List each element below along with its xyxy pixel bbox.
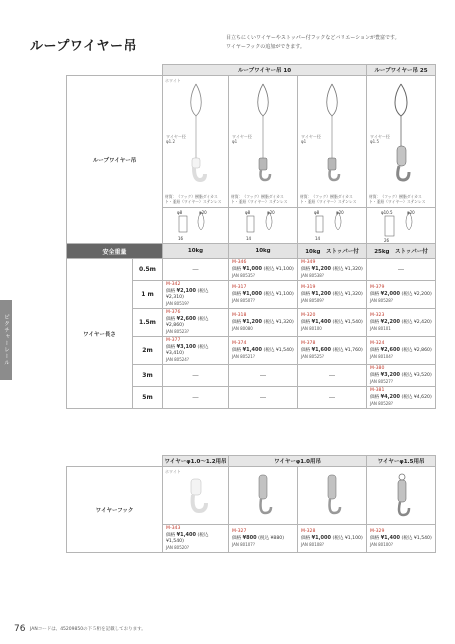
price-prefix: 価格 [166,289,176,294]
svg-text:φ10.5: φ10.5 [381,210,393,215]
length-value: 1.5m [133,309,163,337]
product-code: M-378 [301,341,316,346]
loop-wire-table [66,64,436,409]
price-prefix: 価格 [232,320,242,325]
wire-label: ワイヤー径 [166,134,186,139]
price-cell [367,337,436,365]
price-value: ¥1,200 [311,266,331,272]
jan-code: JAN 80528? [370,298,393,303]
price-tax-included: (税込 ¥1,540) [401,536,432,541]
product-code: M-374 [232,341,247,346]
jan-code: JAN 80519? [166,301,189,306]
price-value: ¥1,400 [176,532,196,538]
price-line [166,532,225,545]
price-cell [298,337,367,365]
not-available-cell: ― [298,365,367,387]
length-rows [67,259,436,409]
price-tax-included: (税込 ¥2,860) [401,348,432,353]
product-code: M-320 [301,313,316,318]
price-tax-included: (税込 ¥880) [258,536,284,541]
price-tax-included: (税込 ¥1,100) [332,536,363,541]
price-tax-included: (税込 ¥1,540) [166,533,209,544]
dimension-diagram-2 [229,208,298,244]
price-value: ¥2,000 [380,291,400,297]
load-cell-2: 10kg [229,244,298,259]
product-code: M-319 [301,285,316,290]
price-prefix: 価格 [232,348,242,353]
price-line [166,288,225,301]
product-code: M-376 [166,310,181,315]
svg-text:16: 16 [178,236,184,241]
jan-code: JAN 80509? [301,298,324,303]
price-value: ¥2,100 [176,288,196,294]
price-cell [298,525,367,553]
price-cell [367,281,436,309]
not-available-cell: ― [229,365,298,387]
wire-hook-25-image [367,76,436,208]
hook-image-cell-4 [367,467,436,525]
price-value: ¥1,200 [311,291,331,297]
header-loop-wire-25: ループワイヤー吊 25 [367,65,436,76]
product-code: M-343 [166,526,181,531]
price-tax-included: (税込 ¥3,410) [166,345,209,356]
price-tax-included: (税込 ¥2,860) [166,317,209,328]
price-line [301,535,363,542]
svg-text:φ8: φ8 [245,210,251,215]
price-prefix: 価格 [301,267,311,272]
product-code: M-381 [370,388,385,393]
jan-code: JAN 80525? [301,354,324,359]
dimension-drawing [163,208,229,244]
material-text: 材質：（フック）樹脂ダイカスト・亜鉛（ワイヤー）ステンレス [369,194,426,204]
dimension-drawing [298,208,367,244]
price-value: ¥800 [242,535,257,541]
jan-code: JAN 80538? [301,273,324,278]
wire-diameter: φ1 [232,139,238,144]
svg-text:14: 14 [315,236,321,241]
hook-white-image [163,467,229,525]
price-value: ¥1,400 [380,535,400,541]
material-text: 材質：（フック）樹脂ダイカスト・亜鉛（ワイヤー）ステンレス [165,194,222,204]
price-tax-included: (税込 ¥1,100) [263,292,294,297]
price-cell [298,281,367,309]
load-cell-3: 10kg ストッパー付 [298,244,367,259]
price-line [232,535,294,542]
price-value: ¥1,000 [242,291,262,297]
product-code: M-380 [370,366,385,371]
price-value: ¥2,200 [380,319,400,325]
dimension-drawing [367,208,436,244]
price-prefix: 価格 [370,348,380,353]
price-line [370,372,432,379]
price-prefix: 価格 [232,267,242,272]
price-line [370,319,432,326]
price-line [370,291,432,298]
svg-text:φ20: φ20 [407,210,415,215]
dimension-diagram-4 [367,208,436,244]
page-description [226,34,436,52]
price-tax-included: (税込 ¥2,420) [401,320,432,325]
price-cell [163,309,229,337]
hook-image-cell-2 [229,467,298,525]
price-value: ¥1,600 [311,347,331,353]
svg-text:14: 14 [246,236,252,241]
price-prefix: 価格 [301,320,311,325]
dimension-drawing [229,208,298,244]
price-tax-included: (税込 ¥2,200) [401,292,432,297]
not-available-cell: ― [163,365,229,387]
wire-diameter: φ1.5 [370,139,379,144]
wire-label: ワイヤー径 [232,134,252,139]
page-number: 76 [14,624,26,634]
wire-label: ワイヤー径 [301,134,321,139]
price-cell [367,309,436,337]
hook-image-cell-1 [163,467,229,525]
jan-code: JAN 80524? [166,357,189,362]
price-prefix: 価格 [370,395,380,400]
price-tax-included: (税込 ¥1,320) [332,292,363,297]
price-prefix: 価格 [370,292,380,297]
price-cell [163,525,229,553]
product-code: M-329 [370,529,385,534]
product-cell-1 [163,76,229,208]
wire-hook-group-label: ワイヤーフック [67,467,163,553]
price-line [166,344,225,357]
price-prefix: 価格 [370,373,380,378]
price-value: ¥1,400 [242,347,262,353]
product-code: M-318 [232,313,247,318]
not-available-cell: ― [298,387,367,409]
price-value: ¥3,100 [176,344,196,350]
product-code: M-317 [232,285,247,290]
dimension-diagram-3 [298,208,367,244]
price-prefix: 価格 [166,533,176,538]
length-value: 2m [133,337,163,365]
product-code: M-377 [166,338,181,343]
jan-code: JAN 80528? [370,401,393,406]
hook-silver-image [229,467,298,525]
svg-text:φ8: φ8 [177,210,183,215]
price-prefix: 価格 [370,536,380,541]
price-value: ¥2,600 [176,316,196,322]
price-prefix: 価格 [232,536,242,541]
price-cell [229,281,298,309]
product-code: M-323 [370,313,385,318]
white-color-tag: ホワイト [165,469,181,474]
jan-code: JAN 80108? [301,542,324,547]
price-value: ¥1,000 [242,266,262,272]
price-prefix: 価格 [166,345,176,350]
wire-hook-table [66,455,436,553]
price-tax-included: (税込 ¥1,100) [263,267,294,272]
header-hook-1: ワイヤーφ1.0〜1.2用吊 [163,456,229,467]
price-value: ¥1,200 [242,319,262,325]
not-available-cell: ― [163,387,229,409]
price-tax-included: (税込 ¥1,540) [332,320,363,325]
price-line [370,535,432,542]
price-line [301,319,363,326]
price-cell [229,525,298,553]
load-cell-1: 10kg [163,244,229,259]
price-prefix: 価格 [301,348,311,353]
price-tax-included: (税込 ¥1,540) [263,348,294,353]
length-value: 0.5m [133,259,163,281]
jan-code: JAN 80507? [232,298,255,303]
price-value: ¥1,400 [311,319,331,325]
svg-text:φ20: φ20 [267,210,275,215]
price-cell [298,259,367,281]
wire-diameter: φ1 [301,139,307,144]
header-hook-3: ワイヤーφ1.5用吊 [367,456,436,467]
price-tax-included: (税込 ¥2,310) [166,289,209,300]
jan-code: JAN 80104? [370,354,393,359]
svg-text:φ20: φ20 [199,210,207,215]
price-tax-included: (税込 ¥1,320) [263,320,294,325]
price-prefix: 価格 [301,536,311,541]
price-cell [367,387,436,409]
svg-text:26: 26 [384,238,390,243]
price-tax-included: (税込 ¥1,320) [332,267,363,272]
jan-code: JAN 80080 [232,326,253,331]
price-line [370,347,432,354]
jan-code: JAN 80107? [232,542,255,547]
price-line [301,291,363,298]
page-title: ループワイヤー吊 [30,39,137,54]
hook-silver-image [298,467,367,525]
footnote: JANコードは、45209850の下５桁を記載しております。 [30,627,146,632]
safety-weight-label: 安全重量 [67,244,163,259]
hook-ring-image [367,467,436,525]
product-code: M-324 [370,341,385,346]
hook-image-cell-3 [298,467,367,525]
jan-code: JAN 80527? [370,379,393,384]
product-code: M-327 [232,529,247,534]
product-cell-3 [298,76,367,208]
jan-code: JAN 80523? [166,329,189,334]
jan-code: JAN 80100 [301,326,322,331]
product-code: M-342 [166,282,181,287]
white-color-tag: ホワイト [165,78,181,83]
price-line [301,266,363,273]
material-text: 材質：（フック）樹脂ダイカスト・亜鉛（ワイヤー）ステンレス [231,194,288,204]
length-value: 1 m [133,281,163,309]
length-value: 5m [133,387,163,409]
price-line [301,347,363,354]
price-line [370,394,432,401]
wire-label: ワイヤー径 [370,134,390,139]
price-cell [229,337,298,365]
price-cell [229,309,298,337]
price-line [232,319,294,326]
length-value: 3m [133,365,163,387]
price-line [232,291,294,298]
desc-line-2: ワイヤーフックの追加ができます。 [226,44,305,50]
material-text: 材質：（フック）樹脂ダイカスト・亜鉛（ワイヤー）ステンレス [300,194,357,204]
not-available-cell: ― [163,259,229,281]
price-tax-included: (税込 ¥1,760) [332,348,363,353]
jan-code: JAN 80101 [370,326,391,331]
jan-code: JAN 80100? [370,542,393,547]
jan-code: JAN 80535? [232,273,255,278]
price-tax-included: (税込 ¥3,520) [401,373,432,378]
price-prefix: 価格 [232,292,242,297]
jan-code: JAN 80520? [166,545,189,550]
svg-text:φ20: φ20 [336,210,344,215]
product-code: M-328 [301,529,316,534]
wire-length-label: ワイヤー長さ [67,259,133,409]
price-cell [367,525,436,553]
not-available-cell: ― [229,387,298,409]
price-value: ¥2,600 [380,347,400,353]
product-code: M-349 [301,260,316,265]
not-available-cell: ― [367,259,436,281]
price-cell [229,259,298,281]
svg-text:φ8: φ8 [314,210,320,215]
price-tax-included: (税込 ¥4,620) [401,395,432,400]
product-cell-2 [229,76,298,208]
desc-line-1: 目立ちにくいワイヤーやストッパー付フックなどバリエーションが豊富です。 [226,35,400,41]
price-line [232,347,294,354]
side-tab[interactable]: ピクチャーレール [0,300,12,380]
load-cell-4: 25kg ストッパー付 [367,244,436,259]
price-line [166,316,225,329]
header-loop-wire-10: ループワイヤー吊 10 [163,65,367,76]
price-value: ¥4,200 [380,394,400,400]
product-code: M-346 [232,260,247,265]
price-prefix: 価格 [166,317,176,322]
price-prefix: 価格 [301,292,311,297]
price-cell [367,365,436,387]
price-cell [163,281,229,309]
wire-hook-silver-image [229,76,298,208]
wire-diameter: φ1.2 [166,139,175,144]
loop-wire-group-label: ループワイヤー吊 [67,76,163,244]
price-cell [163,337,229,365]
jan-code: JAN 80521? [232,354,255,359]
price-value: ¥1,000 [311,535,331,541]
price-value: ¥3,200 [380,372,400,378]
product-code: M-379 [370,285,385,290]
price-line [232,266,294,273]
wire-hook-stopper-image [298,76,367,208]
price-prefix: 価格 [370,320,380,325]
dimension-diagram-1 [163,208,229,244]
header-hook-2: ワイヤーφ1.0用吊 [229,456,367,467]
product-cell-4 [367,76,436,208]
price-cell [298,309,367,337]
wire-hook-white-image [163,76,229,208]
